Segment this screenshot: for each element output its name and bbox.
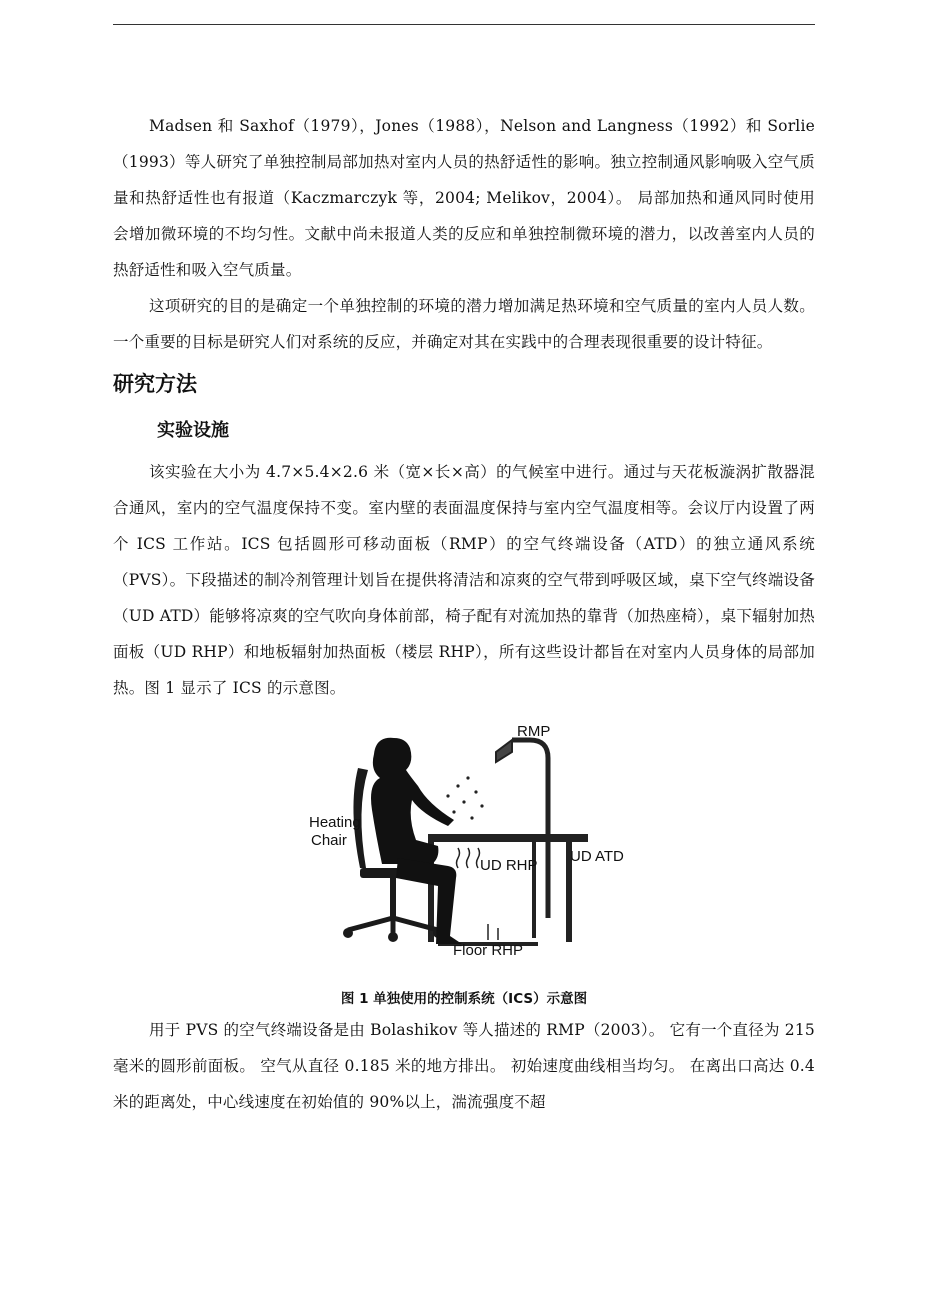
ud-rhp-heat-lines — [457, 848, 480, 868]
chair-post — [390, 878, 396, 918]
rmp-arm — [512, 740, 548, 918]
label-heating-chair-line2: Chair — [311, 832, 347, 849]
section-heading: 研究方法 — [113, 372, 197, 396]
ics-figure — [113, 718, 815, 986]
paragraph-rmp-description: 用于 PVS 的空气终端设备是由 Bolashikov 等人描述的 RMP（2003）。 它有一个直径为 215 毫米的圆形前面板。 空气从直径 0.185 米的地方排出。 初始速度曲线相当均匀。 在离出口高达 0.4 米的距离处，中心线速度在初始值的 90%以上，湍流强度不超 — [113, 1021, 815, 1111]
header-rule — [113, 24, 815, 25]
label-rmp: RMP — [517, 723, 551, 740]
ics-diagram-image — [298, 718, 658, 963]
subsection-heading: 实验设施 — [157, 420, 229, 441]
label-heating-chair-line1: Heating — [309, 814, 361, 831]
chair-base — [348, 918, 438, 934]
floor-rhp-heat-arrows — [488, 924, 498, 940]
label-floor-rhp: Floor RHP — [453, 942, 524, 959]
label-ud-atd: UD ATD — [570, 848, 624, 865]
label-ud-rhp: UD RHP — [480, 857, 538, 874]
paragraph-intro: Madsen 和 Saxhof（1979），Jones（1988），Nelson and Langness（1992）和 Sorlie（1993）等人研究了单独控制局部加热对室内人员的热舒适性的影响。独立控制通风影响吸入空气质量和热舒适性也有报道（Kaczmarczyk 等，2004; Melikov，2004）。 局部加热和通风同时使用会增加微环境的不均匀性。文献中尚未报道人类的反应和单独控制微环境的潜力，以改善室内人员的热舒适性和吸入空气质量。 — [113, 117, 815, 279]
airflow-dots — [446, 776, 483, 819]
desk-top — [428, 834, 588, 842]
rmp-panel-icon — [496, 740, 512, 762]
figure-caption: 图 1 单独使用的控制系统（ICS）示意图 — [340, 991, 588, 1007]
paragraph-facility: 该实验在大小为 4.7×5.4×2.6 米（宽×长×高）的气候室中进行。通过与天花板漩涡扩散器混合通风，室内的空气温度保持不变。室内壁的表面温度保持与室内空气温度相等。会议厅内设置了两个 ICS 工作站。ICS 包括圆形可移动面板（RMP）的空气终端设备（ATD）的独立通风系统（PVS）。下段描述的制冷剂管理计划旨在提供将清洁和凉爽的空气带到呼吸区域，桌下空气终端设备（UD ATD）能够将凉爽的空气吹向身体前部，椅子配有对流加热的靠背（加热座椅），桌下辐射加热面板（UD RHP）和地板辐射加热面板（楼层 RHP），所有这些设计都旨在对室内人员身体的局部加热。图 1 显示了 ICS 的示意图。 — [113, 463, 815, 697]
page-body — [113, 108, 815, 1120]
paragraph-purpose: 这项研究的目的是确定一个单独控制的环境的潜力增加满足热环境和空气质量的室内人员人数。一个重要的目标是研究人们对系统的反应，并确定对其在实践中的合理表现很重要的设计特征。 — [113, 297, 815, 351]
